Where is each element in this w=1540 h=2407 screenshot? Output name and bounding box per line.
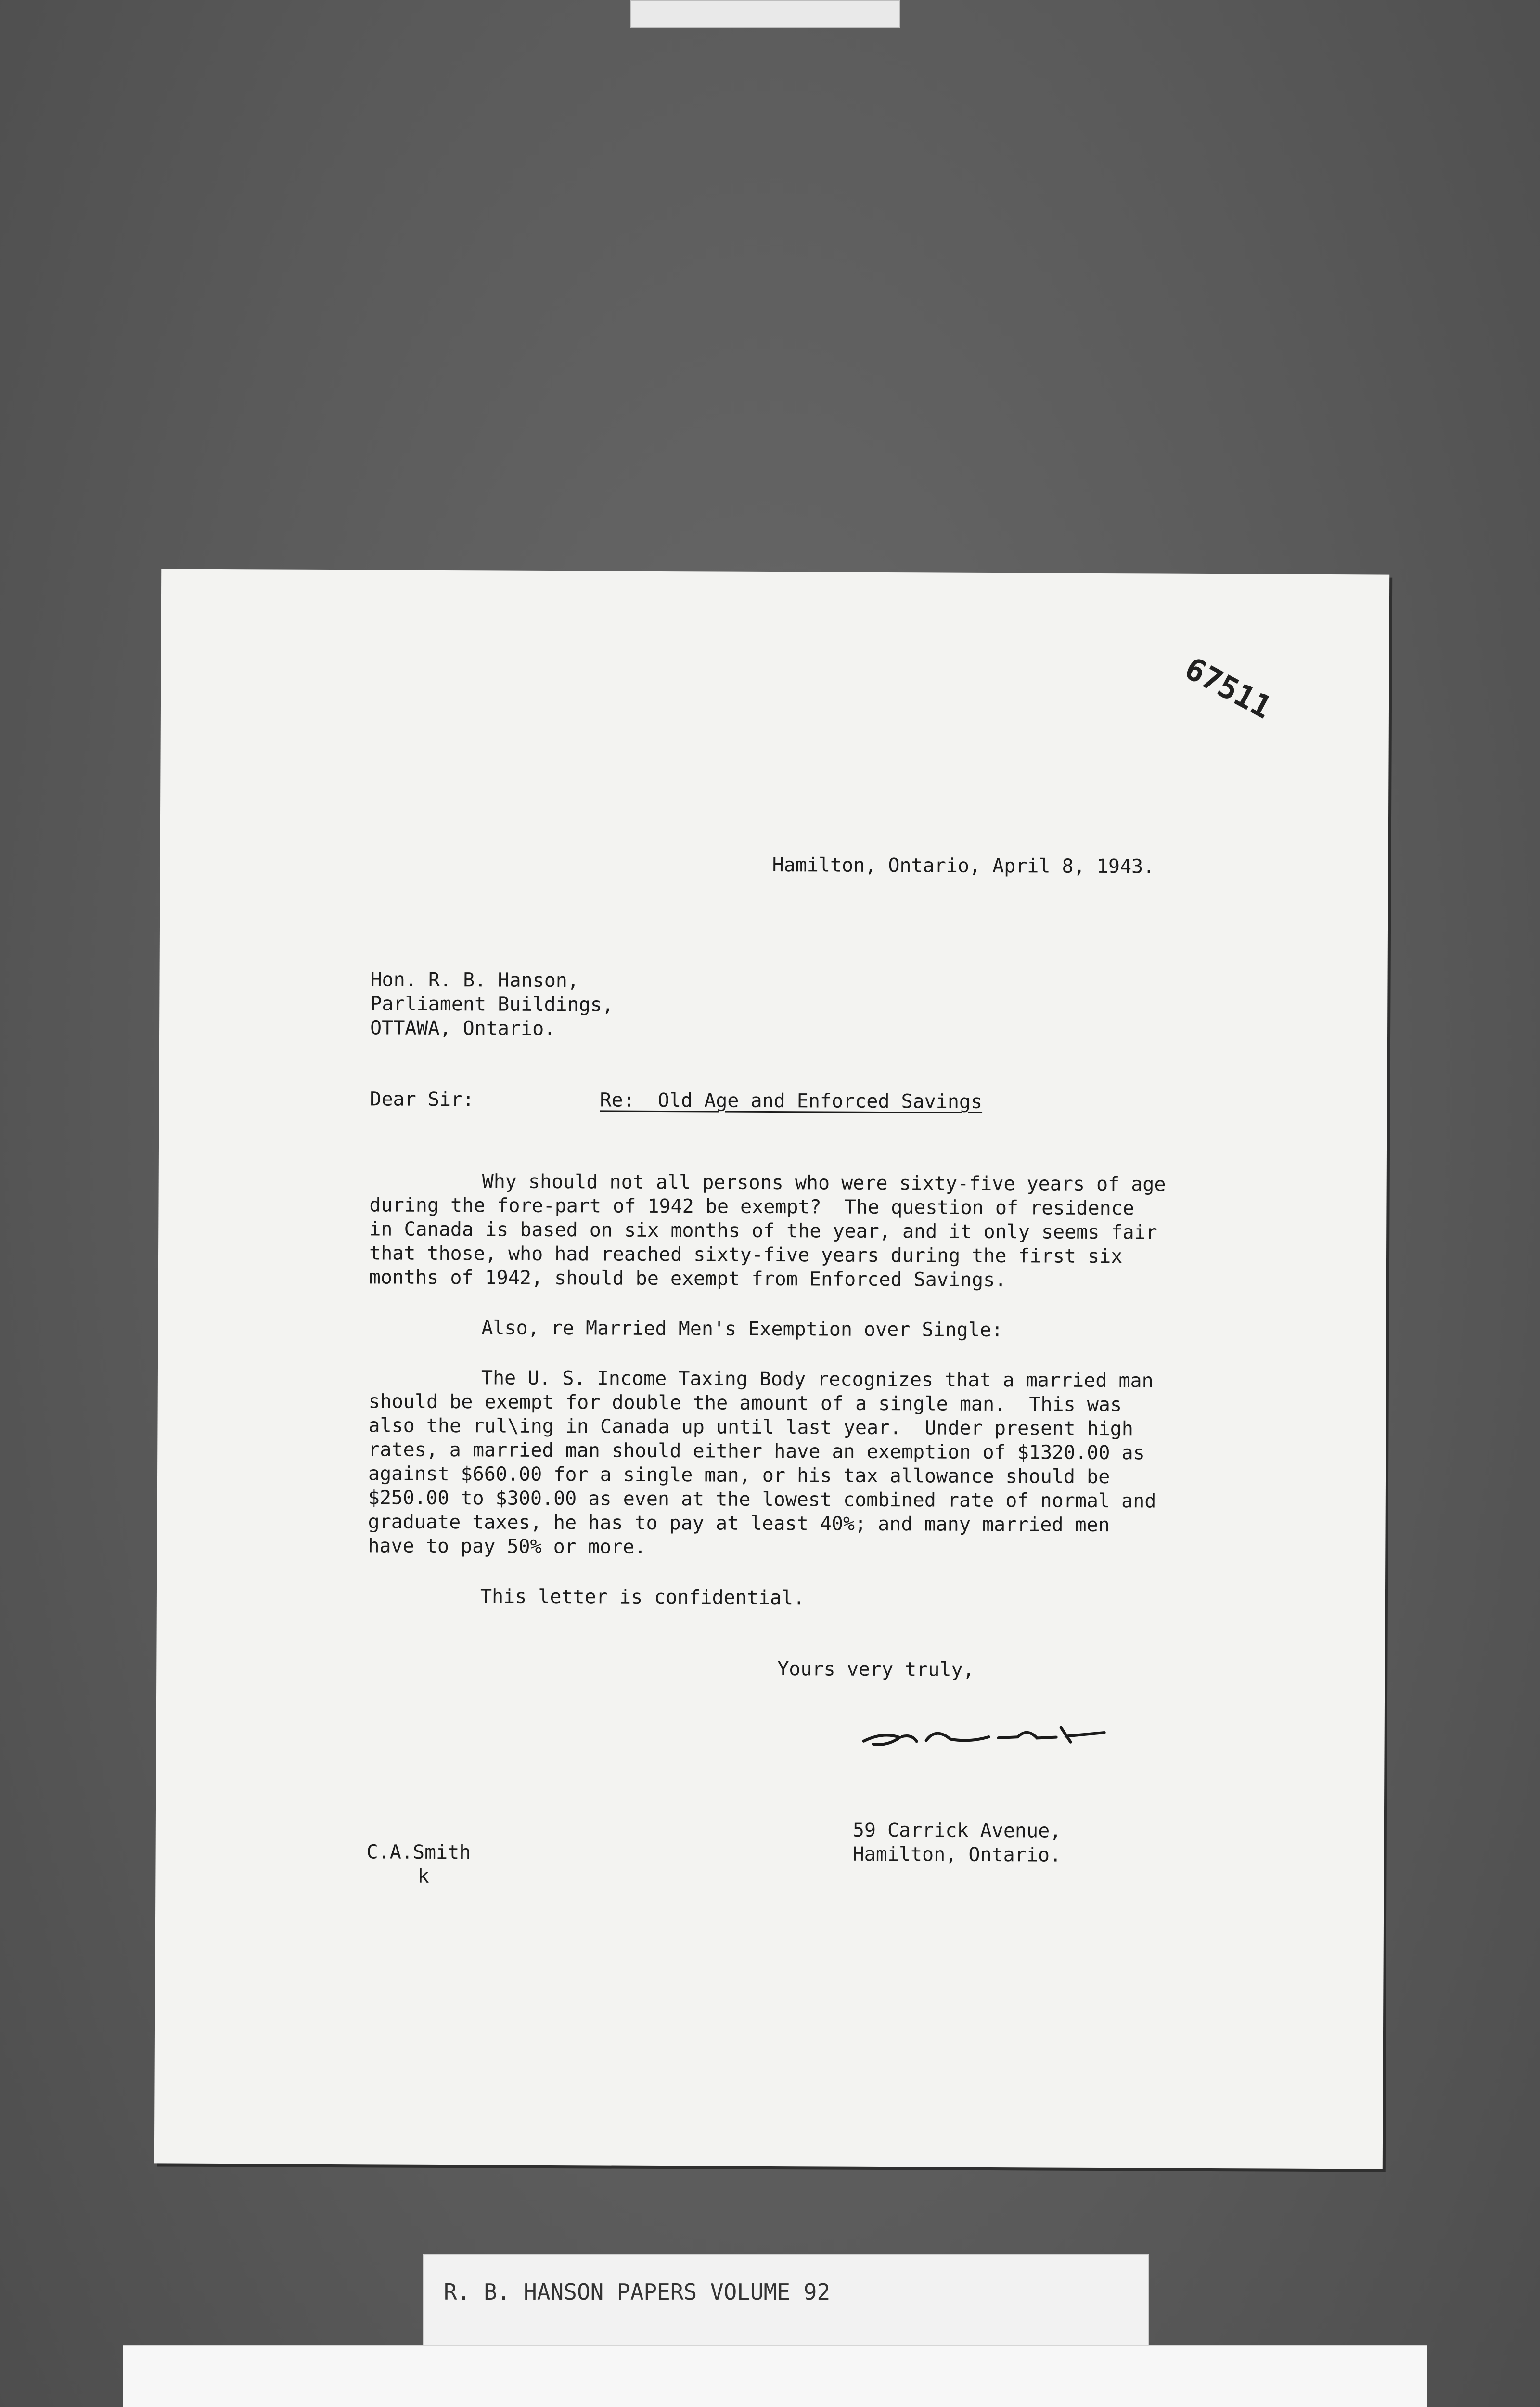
closing: Yours very truly, [777, 1658, 975, 1681]
top-paper-tab [630, 0, 900, 28]
paragraph-1-line-1: Why should not all persons who were sixty-five years of age [482, 1170, 1166, 1196]
addressee-line-2: Parliament Buildings, [370, 993, 614, 1016]
addressee-line-1: Hon. R. B. Hanson, [370, 969, 579, 992]
paragraph-2: Also, re Married Men's Exemption over Single: [481, 1317, 1003, 1342]
date-line: Hamilton, Ontario, April 8, 1943. [772, 854, 1155, 878]
paragraph-1-line-2: during the fore-part of 1942 be exempt? The question of residence [369, 1194, 1134, 1220]
paragraph-1-line-4: that those, who had reached sixty-five years during the first six [369, 1242, 1123, 1268]
paragraph-3-line-7: graduate taxes, he has to pay at least 40%; and many married men [368, 1511, 1110, 1537]
addressee-line-3: OTTAWA, Ontario. [370, 1017, 556, 1040]
paragraph-3-line-1: The U. S. Income Taxing Body recognizes that a married man [481, 1367, 1154, 1392]
typist-initial: k [417, 1865, 429, 1888]
paragraph-3-line-4: rates, a married man should either have an exemption of $1320.00 as [368, 1438, 1145, 1464]
paragraph-3-line-6: $250.00 to $300.00 as even at the lowest combined rate of normal and [368, 1487, 1156, 1513]
subject-line: Re: Old Age and Enforced Savings [600, 1089, 983, 1113]
letter-page [154, 569, 1389, 2169]
archive-card [123, 2345, 1427, 2407]
sender-name: C.A.Smith [366, 1841, 471, 1864]
paragraph-3-line-8: have to pay 50% or more. [368, 1535, 646, 1558]
paragraph-3-line-2: should be exempt for double the amount of a single man. This was [368, 1390, 1122, 1416]
document-number-stamp: 67511 [1179, 650, 1278, 726]
sender-address-line-2: Hamilton, Ontario. [852, 1843, 1062, 1866]
paragraph-1-line-3: in Canada is based on six months of the year, and it only seems fair [369, 1218, 1157, 1244]
salutation: Dear Sir: [370, 1088, 475, 1111]
paragraph-3-line-5: against $660.00 for a single man, or his tax allowance should be [368, 1462, 1110, 1488]
sender-address-line-1: 59 Carrick Avenue, [852, 1819, 1062, 1842]
paragraph-1-line-5: months of 1942, should be exempt from Enforced Savings. [369, 1266, 1007, 1292]
handwritten-signature [854, 1712, 1123, 1757]
collection-label [423, 2254, 1149, 2347]
paragraph-3-line-3: also the rul\ing in Canada up until last year. Under present high [368, 1414, 1133, 1440]
paragraph-4: This letter is confidential. [480, 1585, 805, 1609]
collection-label-text: R. B. HANSON PAPERS VOLUME 92 [444, 2279, 831, 2305]
